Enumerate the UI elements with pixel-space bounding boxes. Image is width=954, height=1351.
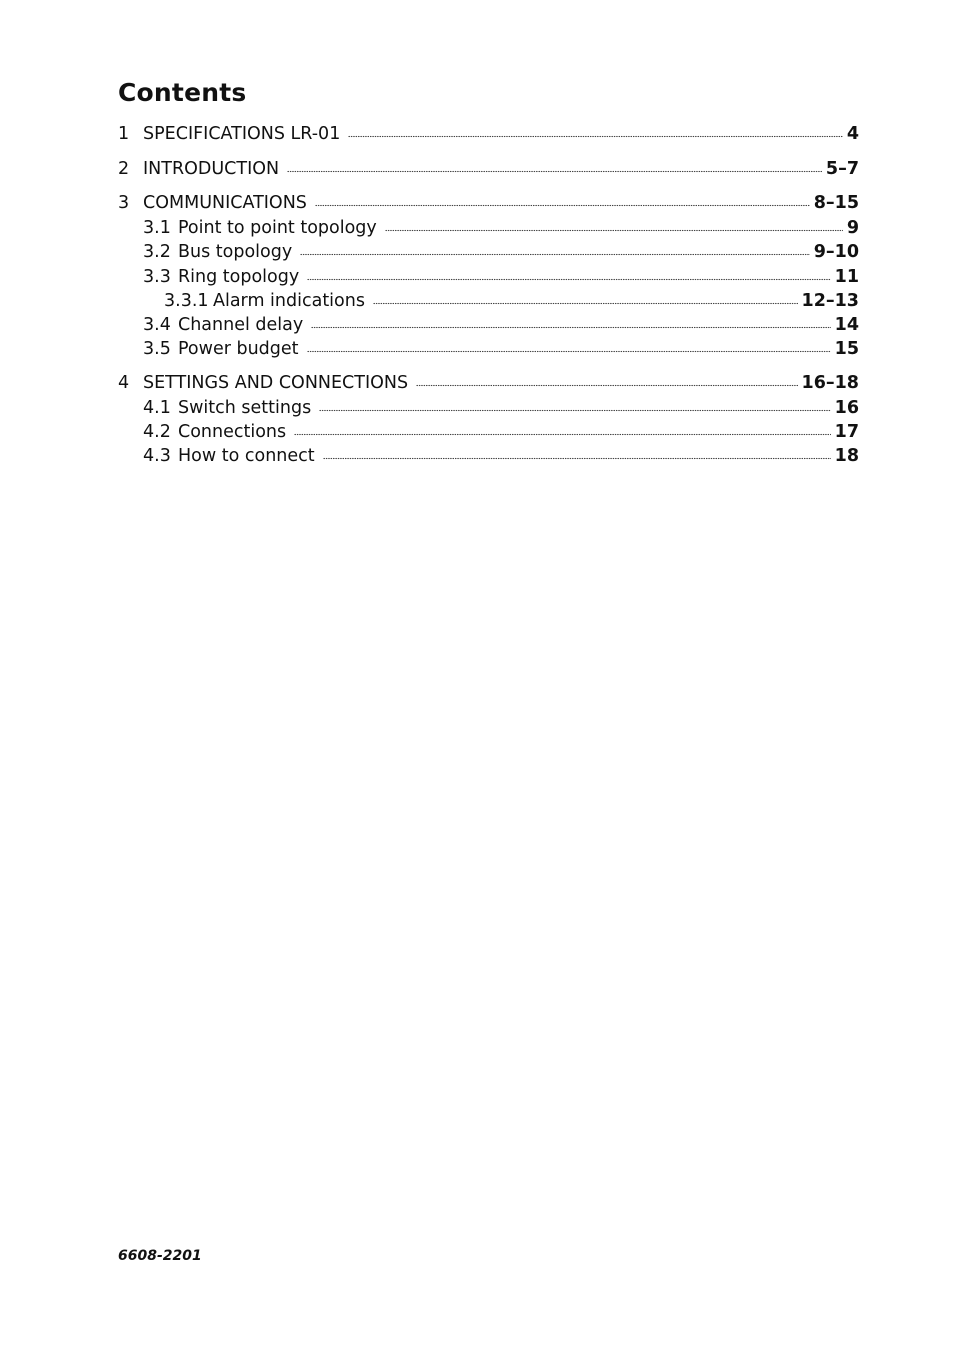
toc-dot-leader [416, 383, 797, 388]
toc-entry-page: 15 [834, 339, 859, 359]
toc-entry-page: 18 [834, 446, 859, 466]
toc-entry-label: Power budget [178, 339, 299, 359]
toc-entry-number: 3.5 [143, 339, 171, 359]
toc-entry-label: INTRODUCTION [143, 159, 280, 179]
toc-entry-page: 4 [846, 124, 859, 144]
toc-entry-number: 3.1 [143, 218, 171, 238]
toc-dot-leader [315, 203, 810, 208]
toc-entry [118, 158, 859, 180]
toc-entry-number: 4.2 [143, 422, 171, 442]
page-title: Contents [118, 78, 247, 107]
toc-entry-page: 8–15 [813, 193, 859, 213]
toc-entry-number: 3.3 [143, 267, 171, 287]
toc-entry-number: 4 [118, 373, 130, 393]
toc-entry-number: 3 [118, 193, 130, 213]
toc-entry [143, 338, 859, 360]
toc-entry-page: 14 [834, 315, 859, 335]
toc-entry-label: Alarm indications [213, 291, 365, 311]
toc-entry-page: 16–18 [801, 373, 859, 393]
toc-dot-leader [311, 325, 830, 330]
toc-entry [143, 266, 859, 288]
toc-entry-page: 9–10 [813, 242, 859, 262]
toc-entry-page: 12–13 [801, 291, 859, 311]
toc-entry-number: 3.2 [143, 242, 171, 262]
toc-dot-leader [307, 277, 830, 282]
toc-entry-number: 4.1 [143, 398, 171, 418]
toc-entry-label: Connections [178, 422, 287, 442]
toc-entry [143, 217, 859, 239]
toc-entry-number: 1 [118, 124, 130, 144]
toc-entry [143, 445, 859, 467]
toc-entry-number: 4.3 [143, 446, 171, 466]
toc-dot-leader [348, 134, 842, 139]
toc-entry-label: SETTINGS AND CONNECTIONS [143, 373, 409, 393]
document-number: 6608-2201 [118, 1248, 202, 1264]
toc-entry [143, 314, 859, 336]
toc-entry-label: Channel delay [178, 315, 304, 335]
toc-entry [164, 290, 859, 312]
toc-dot-leader [373, 301, 798, 306]
toc-entry-label: Point to point topology [178, 218, 377, 238]
toc-entry-label: SPECIFICATIONS LR-01 [143, 124, 341, 144]
toc-entry-page: 16 [834, 398, 859, 418]
toc-dot-leader [287, 169, 822, 174]
toc-dot-leader [294, 432, 831, 437]
toc-entry [143, 421, 859, 443]
toc-entry-label: Bus topology [178, 242, 293, 262]
toc-entry-number: 3.4 [143, 315, 171, 335]
toc-dot-leader [323, 456, 831, 461]
toc-entry [143, 241, 859, 263]
toc-entry [143, 397, 859, 419]
toc-entry-label: How to connect [178, 446, 315, 466]
toc-entry-label: Switch settings [178, 398, 312, 418]
toc-entry-page: 9 [846, 218, 859, 238]
toc-dot-leader [385, 228, 843, 233]
toc-entry-label: COMMUNICATIONS [143, 193, 307, 213]
toc-entry [118, 192, 859, 214]
toc-dot-leader [307, 349, 831, 354]
toc-dot-leader [319, 408, 830, 413]
toc-entry-page: 5–7 [825, 159, 859, 179]
toc-entry-number: 3.3.1 [164, 291, 209, 311]
toc-dot-leader [300, 252, 810, 257]
toc-entry-page: 17 [834, 422, 859, 442]
toc-entry-page: 11 [834, 267, 859, 287]
toc-entry [118, 123, 859, 145]
toc-entry-label: Ring topology [178, 267, 300, 287]
toc-entry [118, 372, 859, 394]
toc-entry-number: 2 [118, 159, 130, 179]
